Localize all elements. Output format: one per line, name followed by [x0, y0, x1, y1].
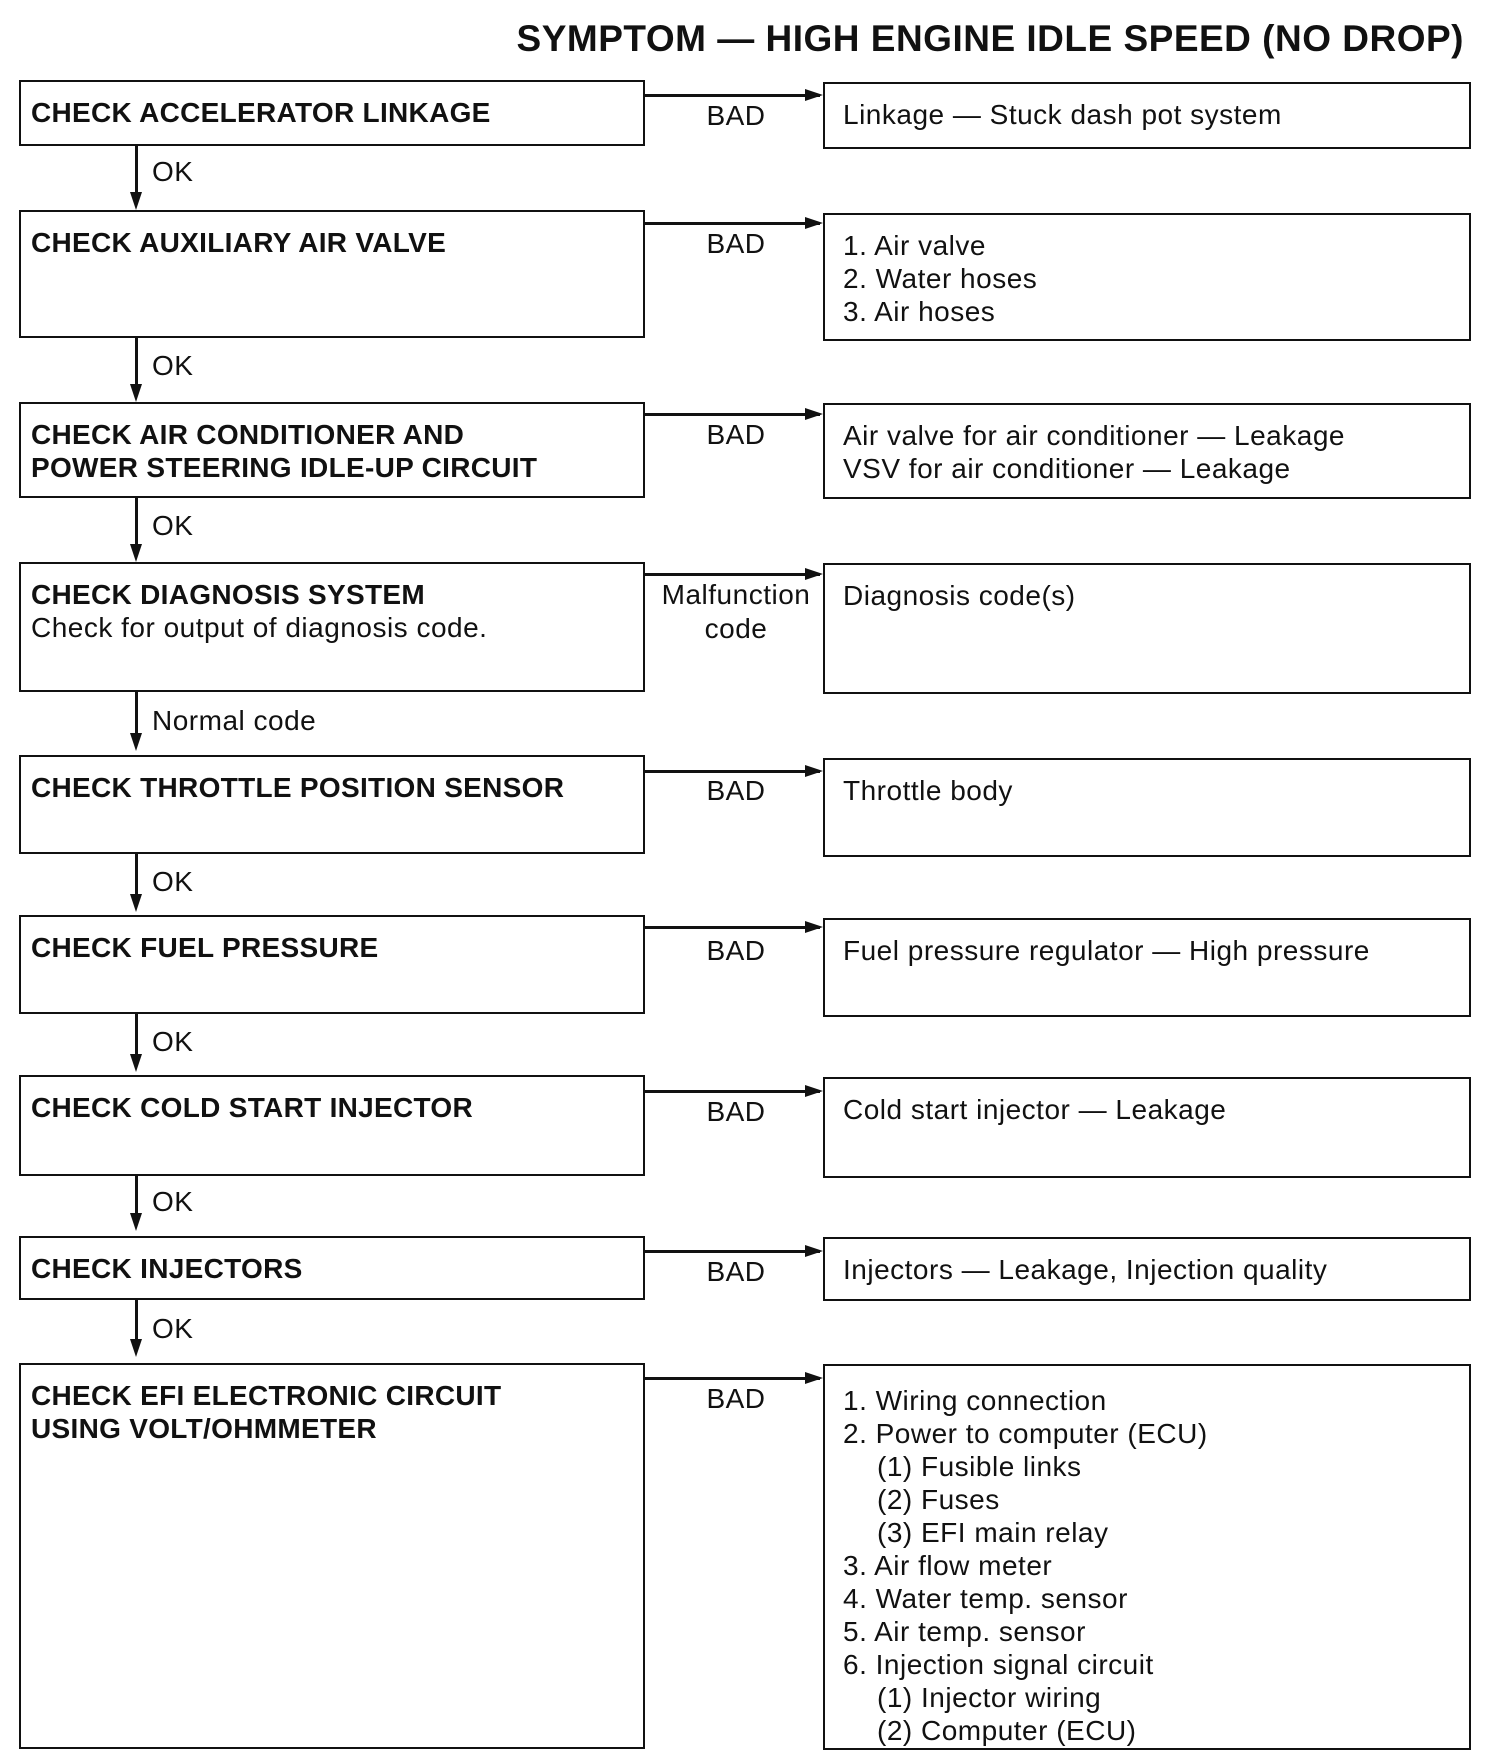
check-label: CHECK DIAGNOSIS SYSTEM [31, 579, 425, 610]
bad-label: BAD [706, 1096, 766, 1127]
result-subline: (2) Fuses [877, 1484, 1000, 1515]
ok-connector [135, 338, 138, 388]
result-line: 6. Injection signal circuit [843, 1649, 1154, 1680]
result-line: Diagnosis code(s) [843, 580, 1076, 611]
bad-connector [645, 1377, 820, 1380]
bad-connector [645, 94, 820, 97]
malfunction-label-line: code [704, 613, 768, 644]
bad-connector [645, 926, 820, 929]
result-line: 2. Water hoses [843, 263, 1038, 294]
arrow-down-icon [130, 384, 142, 402]
check-cold-start-injector-box [19, 1075, 645, 1176]
bad-label: BAD [706, 1256, 766, 1287]
check-diagnosis-system-box [19, 562, 645, 692]
check-label: CHECK ACCELERATOR LINKAGE [31, 97, 491, 128]
check-label: CHECK AIR CONDITIONER AND [31, 419, 465, 450]
result-line: Linkage — Stuck dash pot system [843, 99, 1282, 130]
bad-connector [645, 770, 820, 773]
ok-label: OK [152, 866, 194, 897]
bad-label: BAD [706, 419, 766, 450]
ok-label: OK [152, 1026, 194, 1057]
malfunction-label-line: Malfunction [661, 579, 811, 610]
bad-label: BAD [706, 775, 766, 806]
result-box [823, 213, 1471, 341]
arrow-down-icon [130, 192, 142, 210]
result-subline: (3) EFI main relay [877, 1517, 1109, 1548]
bad-connector [645, 222, 820, 225]
ok-label: OK [152, 510, 194, 541]
check-label: USING VOLT/OHMMETER [31, 1413, 377, 1444]
result-line: Fuel pressure regulator — High pressure [843, 935, 1370, 966]
arrow-down-icon [130, 1339, 142, 1357]
ok-connector [135, 498, 138, 548]
bad-label: BAD [706, 228, 766, 259]
result-line: 3. Air flow meter [843, 1550, 1053, 1581]
result-line: 3. Air hoses [843, 296, 996, 327]
arrow-down-icon [130, 544, 142, 562]
result-box [823, 1237, 1471, 1301]
check-label: CHECK INJECTORS [31, 1253, 303, 1284]
ok-connector [135, 854, 138, 898]
result-line: 4. Water temp. sensor [843, 1583, 1128, 1614]
arrow-down-icon [130, 1213, 142, 1231]
result-line: Throttle body [843, 775, 1013, 806]
result-line: 1. Air valve [843, 230, 986, 261]
bad-connector [645, 1250, 820, 1253]
result-subline: (1) Injector wiring [877, 1682, 1102, 1713]
result-subline: (2) Computer (ECU) [877, 1715, 1137, 1746]
check-fuel-pressure-box [19, 915, 645, 1014]
ok-label: OK [152, 350, 194, 381]
arrow-down-icon [130, 894, 142, 912]
result-line: Cold start injector — Leakage [843, 1094, 1227, 1125]
check-efi-electronic-circuit-box [19, 1363, 645, 1749]
arrow-down-icon [130, 1054, 142, 1072]
check-label: CHECK THROTTLE POSITION SENSOR [31, 772, 565, 803]
check-accelerator-linkage-box [19, 80, 645, 146]
result-line: 2. Power to computer (ECU) [843, 1418, 1208, 1449]
result-box [823, 563, 1471, 694]
result-box [823, 82, 1471, 149]
result-line: 1. Wiring connection [843, 1385, 1107, 1416]
bad-label: BAD [706, 100, 766, 131]
check-ac-ps-idle-up-box [19, 402, 645, 498]
check-label: CHECK COLD START INJECTOR [31, 1092, 474, 1123]
normal-code-connector [135, 692, 138, 737]
arrow-right-icon [805, 921, 823, 933]
check-auxiliary-air-valve-box [19, 210, 645, 338]
result-line: 5. Air temp. sensor [843, 1616, 1086, 1647]
result-line: Air valve for air conditioner — Leakage [843, 420, 1345, 451]
bad-label: BAD [706, 935, 766, 966]
normal-code-label: Normal code [152, 705, 317, 736]
result-box [823, 1364, 1471, 1750]
check-label: POWER STEERING IDLE-UP CIRCUIT [31, 452, 538, 483]
check-sublabel: Check for output of diagnosis code. [31, 612, 488, 643]
ok-label: OK [152, 1186, 194, 1217]
result-subline: (1) Fusible links [877, 1451, 1082, 1482]
check-injectors-box [19, 1236, 645, 1300]
result-line: VSV for air conditioner — Leakage [843, 453, 1291, 484]
ok-connector [135, 1014, 138, 1058]
page-title: SYMPTOM — HIGH ENGINE IDLE SPEED (NO DROP) [516, 18, 1464, 59]
ok-label: OK [152, 156, 194, 187]
bad-connector [645, 413, 820, 416]
result-box [823, 758, 1471, 857]
ok-connector [135, 1176, 138, 1217]
malfunction-connector [645, 573, 820, 576]
ok-label: OK [152, 1313, 194, 1344]
ok-connector [135, 1300, 138, 1343]
check-label: CHECK EFI ELECTRONIC CIRCUIT [31, 1380, 502, 1411]
check-label: CHECK FUEL PRESSURE [31, 932, 379, 963]
result-box [823, 1077, 1471, 1178]
check-label: CHECK AUXILIARY AIR VALVE [31, 227, 447, 258]
result-line: Injectors — Leakage, Injection quality [843, 1254, 1328, 1285]
arrow-down-icon [130, 733, 142, 751]
bad-label: BAD [706, 1383, 766, 1414]
check-throttle-position-sensor-box [19, 755, 645, 854]
result-box [823, 403, 1471, 499]
result-box [823, 918, 1471, 1017]
malfunction-label [650, 578, 822, 646]
ok-connector [135, 146, 138, 196]
bad-connector [645, 1090, 820, 1093]
